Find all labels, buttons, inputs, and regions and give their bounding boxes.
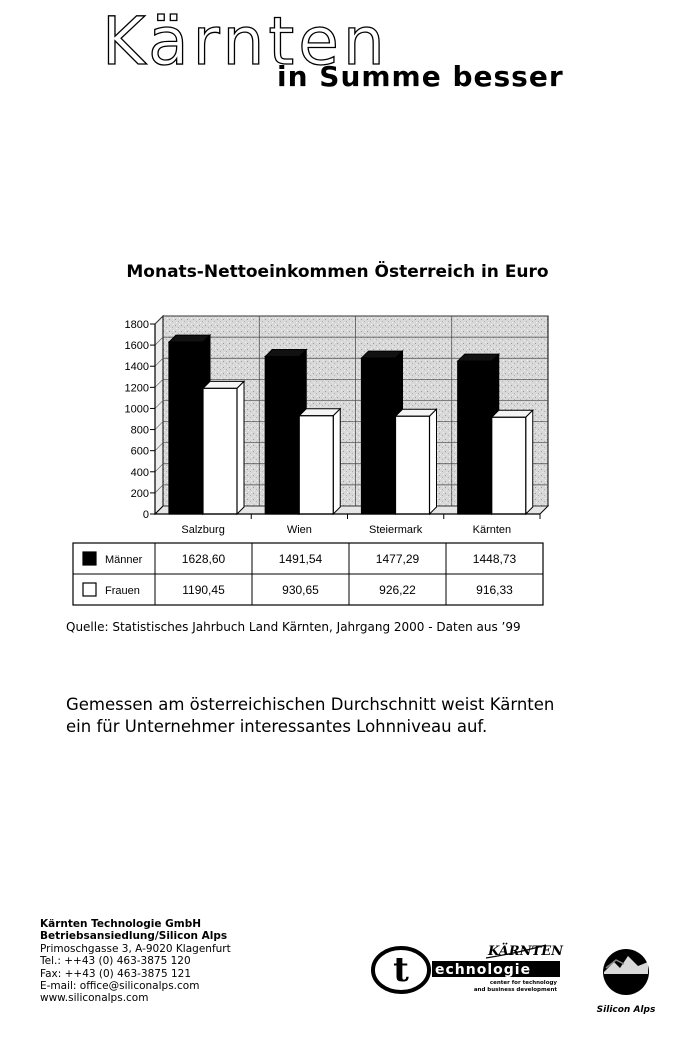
bar-frauen-salzburg <box>203 381 244 514</box>
x-tick-label: Salzburg <box>181 524 225 536</box>
y-tick-label: 1400 <box>124 361 149 374</box>
data-table <box>73 543 543 605</box>
legend-label-männer: Männer <box>105 554 143 566</box>
y-axis <box>125 319 155 521</box>
data-table-value: 916,33 <box>476 583 513 597</box>
body-line-2: ein für Unternehmer interessantes Lohnniveau auf. <box>66 717 488 736</box>
income-bar-chart <box>0 300 675 615</box>
source-note: Quelle: Statistisches Jahrbuch Land Kärnten, Jahrgang 2000 - Daten aus ’99 <box>66 620 521 634</box>
y-tick-label: 800 <box>130 424 149 437</box>
y-tick-label: 400 <box>130 466 149 479</box>
tech-logo-word: echnologie <box>435 962 532 978</box>
y-tick-label: 1200 <box>124 382 149 395</box>
y-tick-label: 600 <box>130 445 149 458</box>
y-tick-label: 1800 <box>124 319 149 331</box>
website-link[interactable]: www.siliconalps.com <box>40 992 149 1005</box>
x-axis <box>155 514 540 536</box>
legend-swatch-männer <box>83 552 96 565</box>
y-tick-label: 1600 <box>124 340 149 353</box>
tech-logo-tagline-2: and business development <box>473 987 557 993</box>
kaernten-technologie-logo <box>368 925 568 995</box>
x-tick-label: Kärnten <box>472 524 512 536</box>
data-table-value: 1628,60 <box>181 552 226 566</box>
x-tick-label: Steiermark <box>369 524 423 536</box>
bar-frauen-steiermark <box>396 409 437 514</box>
data-table-value: 1190,45 <box>182 583 225 597</box>
silicon-alps-label: Silicon Alps <box>596 1005 656 1015</box>
bar-frauen-wien <box>299 409 340 514</box>
y-tick-label: 200 <box>130 487 149 500</box>
bar-frauen-kärnten <box>492 410 533 514</box>
data-table-value: 926,22 <box>379 583 416 597</box>
data-table-value: 1448,73 <box>472 552 517 566</box>
logo-word-text: Kärnten <box>102 3 389 74</box>
body-paragraph <box>66 694 626 738</box>
legend-swatch-frauen <box>83 583 96 596</box>
legend-label-frauen: Frauen <box>105 585 140 597</box>
data-table-value: 1491,54 <box>278 552 323 566</box>
body-line-1: Gemessen am österreichischen Durchschnitt weist Kärnten <box>66 695 555 714</box>
chart-title: Monats-Nettoeinkommen Österreich in Euro <box>126 262 549 282</box>
x-tick-label: Wien <box>286 524 312 536</box>
tech-logo-tagline-1: center for technology <box>489 980 557 986</box>
company-name: Kärnten Technologie GmbH <box>40 918 201 930</box>
silicon-alps-logo <box>594 942 658 1016</box>
y-tick-label: 0 <box>142 509 149 521</box>
fax-number: Fax: ++43 (0) 463-3875 121 <box>40 967 192 980</box>
data-table-value: 1477,29 <box>375 552 420 566</box>
department-name: Betriebsansiedlung/Silicon Alps <box>40 930 228 943</box>
phone-number: Tel.: ++43 (0) 463-3875 120 <box>40 955 191 968</box>
email-address: E-mail: office@siliconalps.com <box>40 980 200 993</box>
tech-logo-t: t <box>393 950 409 990</box>
tech-logo-kaernten: KÄRNTEN <box>488 944 564 959</box>
y-tick-label: 1000 <box>124 403 149 416</box>
data-table-value: 930,65 <box>282 583 319 597</box>
plot-side-wall <box>155 316 163 514</box>
street-address: Primoschgasse 3, A-9020 Klagenfurt <box>40 942 231 955</box>
contact-address <box>40 918 231 1005</box>
page-subtitle: in Summe besser <box>277 60 564 93</box>
